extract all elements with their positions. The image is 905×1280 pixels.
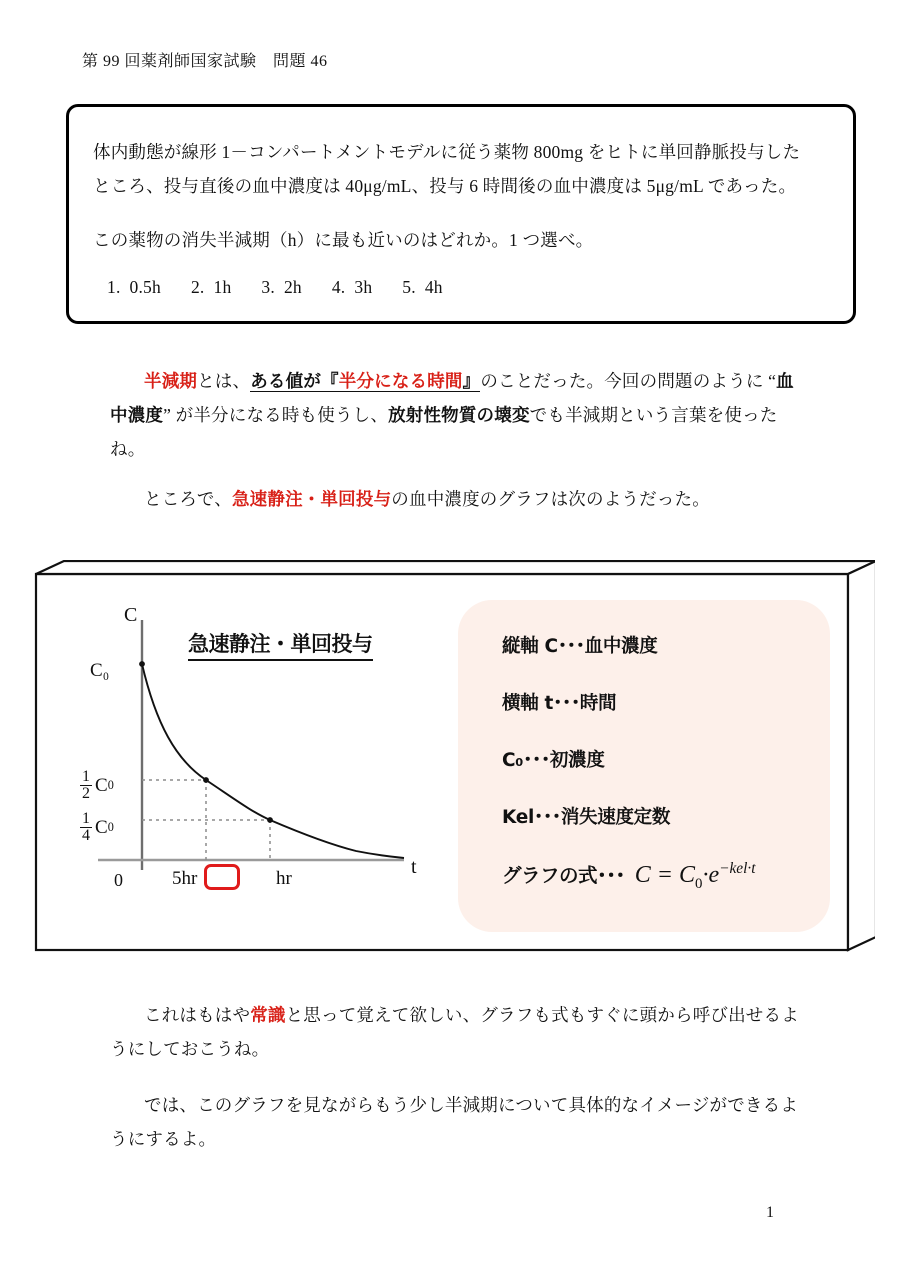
para2-text-1: ところで、 — [144, 489, 232, 509]
commentary-paragraph-2 — [110, 482, 810, 516]
formula-expression — [635, 860, 756, 893]
fraction-one-quarter — [80, 811, 92, 845]
half-c0-letter: C — [95, 774, 108, 796]
formula-multiply-dot: · — [702, 862, 709, 888]
x-axis-label: t — [411, 856, 417, 878]
point-quarter-c0 — [267, 817, 273, 823]
choice-3-number: 3. — [261, 277, 275, 298]
question-spacer — [93, 203, 833, 223]
formula-label: グラフの式･･･ — [502, 864, 625, 887]
concentration-time-plot — [36, 574, 456, 950]
para1-text-2: とは、 — [197, 371, 251, 391]
formula-C0: C — [678, 862, 695, 888]
para2-text-3: の血中濃度のグラフは次のようだった。 — [391, 489, 710, 509]
fraction-denominator: 4 — [82, 827, 90, 845]
label-origin: 0 — [114, 870, 123, 890]
document-header: 第 99 回薬剤師国家試験 問題 46 — [82, 53, 328, 70]
tick-label-answer-unit: hr — [276, 868, 292, 889]
choice-2-label: 1h — [213, 277, 232, 298]
question-box — [66, 104, 856, 324]
legend-item-kel: Kel･･･消失速度定数 — [502, 807, 671, 828]
choice-1[interactable] — [107, 277, 161, 298]
formula-C: C — [634, 862, 651, 888]
answer-input-box[interactable] — [204, 864, 240, 890]
label-quarter-c0 — [80, 811, 114, 845]
figure-inner — [36, 574, 848, 950]
para1-text-8: ” が半分になる時も使うし、 — [163, 405, 389, 426]
term-iv-bolus-single-dose: 急速静注・単回投与 — [231, 489, 392, 509]
choice-5-label: 4h — [424, 277, 443, 298]
choice-1-number: 1. — [107, 277, 121, 298]
commentary-paragraph-1 — [110, 364, 810, 466]
quarter-c0-subscript: 0 — [107, 820, 114, 835]
point-c0 — [139, 661, 145, 667]
figure-container — [30, 560, 875, 960]
y-axis-label: C — [124, 604, 138, 626]
legend-item-y-axis: 縦軸 C･･･血中濃度 — [502, 636, 658, 657]
term-halving-time: 半分になる時間 — [338, 371, 463, 391]
question-line-2: ところ、投与直後の血中濃度は 40μg/mL、投与 6 時間後の血中濃度は 5μg/mL であった。 — [93, 176, 797, 197]
term-common-knowledge: 常識 — [250, 1005, 286, 1025]
tick-label-5hr: 5hr — [172, 868, 198, 889]
question-body — [93, 135, 833, 298]
formula-equals: = — [656, 862, 673, 888]
choice-3[interactable] — [261, 277, 301, 298]
choice-3-label: 2h — [283, 277, 302, 298]
para1-underline-tail: 』 — [462, 371, 481, 391]
answer-choices — [107, 277, 833, 298]
quarter-c0-letter: C — [95, 816, 108, 838]
fraction-one-half — [80, 769, 92, 803]
para1-underline-lead: ある値が『 — [250, 371, 339, 391]
half-c0-subscript: 0 — [107, 778, 114, 793]
term-half-life: 半減期 — [144, 371, 198, 391]
fraction-numerator: 1 — [82, 768, 90, 785]
choice-4[interactable] — [332, 277, 372, 298]
legend-formula-row — [502, 860, 830, 893]
plot-title: 急速静注・単回投与 — [188, 628, 373, 661]
fraction-denominator: 2 — [82, 785, 90, 803]
legend-item-x-axis: 横軸 t･･･時間 — [502, 693, 617, 714]
legend-panel — [458, 600, 830, 932]
para4-text-1: では、このグラフを見ながらもう少し半減期について具体的なイメージができるようにするよ。 — [110, 1095, 799, 1150]
question-line-1: 体内動態が線形 1－コンパートメントモデルに従う薬物 800mg をヒトに単回静脈投与した — [93, 142, 801, 162]
page-number: 1 — [766, 1204, 774, 1221]
formula-C0-subscript: 0 — [695, 875, 703, 892]
choice-4-label: 3h — [354, 277, 373, 298]
choice-5[interactable] — [402, 277, 442, 298]
choice-2[interactable] — [191, 277, 231, 298]
formula-exponent: −kel·t — [719, 860, 756, 877]
fraction-numerator: 1 — [82, 810, 90, 827]
question-line-3: この薬物の消失半減期（h）に最も近いのはどれか。1 つ選べ。 — [93, 230, 594, 251]
term-plasma-concentration: 血中濃度 — [110, 371, 794, 426]
choice-2-number: 2. — [190, 277, 205, 298]
choice-1-label: 0.5h — [129, 277, 161, 298]
label-half-c0 — [80, 769, 114, 803]
legend-item-c0: C₀･･･初濃度 — [502, 750, 605, 771]
label-c0: C₀ — [90, 660, 110, 681]
commentary-paragraph-4 — [110, 1088, 810, 1156]
term-radioactive-decay: 放射性物質の壊変 — [388, 405, 530, 426]
choice-4-number: 4. — [331, 277, 346, 298]
choice-5-number: 5. — [402, 277, 416, 298]
para1-text-6: のことだった。今回の問題のように “ — [480, 371, 777, 391]
para3-text-3: と思って覚えて欲しい、グラフも式もすぐに頭から呼び出せるようにしておこうね。 — [110, 1005, 799, 1060]
formula-e: e — [708, 862, 720, 888]
commentary-paragraph-3 — [110, 998, 810, 1066]
decay-curve — [142, 664, 404, 858]
para1-text-10: でも半減期という言葉を使ったね。 — [110, 405, 778, 460]
point-half-c0 — [203, 777, 209, 783]
para3-text-1: これはもはや — [144, 1005, 251, 1025]
